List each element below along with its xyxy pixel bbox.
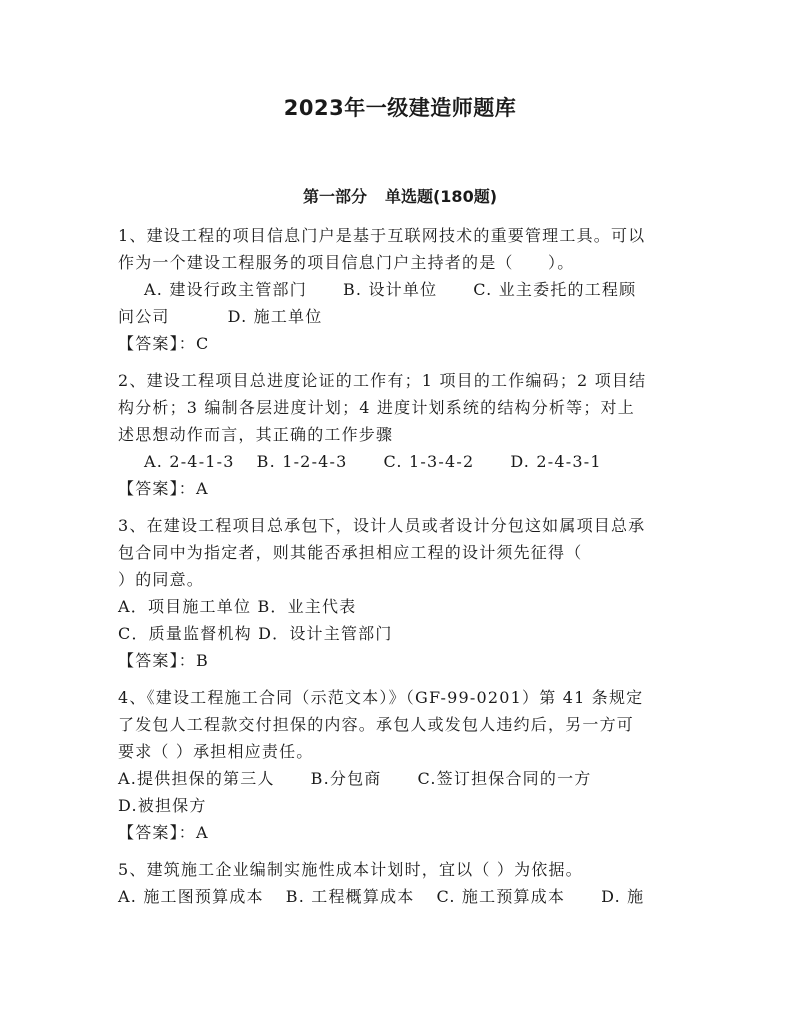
option-c: C. 1-3-4-2 (383, 452, 475, 471)
option-row (118, 765, 688, 792)
option-c-continued: 问公司 (118, 307, 170, 326)
option-row (118, 303, 688, 330)
option-row: C．质量监督机构 D．设计主管部门 (118, 624, 393, 643)
question-stem-line: 构分析；3 编制各层进度计划；4 进度计划系统的结构分析等；对上 (118, 398, 635, 417)
option-d: D. 施工单位 (227, 307, 323, 326)
option-b: B. 设计单位 (342, 280, 438, 299)
question-1 (118, 222, 688, 357)
question-stem-line: ）的同意。 (118, 570, 205, 589)
question-stem-line: 4、《建设工程施工合同（示范文本）》（GF-99-0201）第 41 条规定 (118, 688, 644, 707)
answer-label: 【答案】：A (118, 823, 209, 842)
option-b: B. 工程概算成本 (285, 887, 415, 906)
option-c: C. 业主委托的工程顾 (473, 280, 637, 299)
question-stem-line: 1、建设工程的项目信息门户是基于互联网技术的重要管理工具。可以 (118, 226, 646, 245)
question-stem-line: 2、建设工程项目总进度论证的工作有；1 项目的工作编码；2 项目结 (118, 371, 647, 390)
option-a: A. 建设行政主管部门 (144, 280, 307, 299)
question-stem-line: 3、在建设工程项目总承包下，设计人员或者设计分包这如属项目总承 (118, 516, 646, 535)
option-d: D. 2-4-3-1 (510, 452, 602, 471)
option-a: A.提供担保的第三人 (118, 769, 275, 788)
section-title (0, 184, 800, 207)
question-3 (118, 512, 688, 674)
answer-label: 【答案】：C (118, 334, 210, 353)
option-row: D.被担保方 (118, 796, 207, 815)
option-b: B.分包商 (310, 769, 382, 788)
question-stem-line: 要求（ ）承担相应责任。 (118, 742, 314, 761)
option-a: A. 施工图预算成本 (118, 887, 264, 906)
option-row (118, 883, 688, 910)
question-4 (118, 684, 688, 846)
option-d: D. 施 (601, 887, 645, 906)
option-row: A．项目施工单位 B．业主代表 (118, 597, 357, 616)
answer-label: 【答案】：B (118, 651, 209, 670)
question-stem-line: 作为一个建设工程服务的项目信息门户主持者的是（ ）。 (118, 253, 575, 272)
document-title: 2023年一级建造师题库 (283, 96, 517, 120)
option-c: C.签订担保合同的一方 (417, 769, 592, 788)
option-a: A. 2-4-1-3 (144, 452, 235, 471)
option-b: B. 1-2-4-3 (256, 452, 348, 471)
question-stem-line: 5、建筑施工企业编制实施性成本计划时，宜以（ ）为依据。 (118, 860, 583, 879)
question-stem-line: 了发包人工程款交付担保的内容。承包人或发包人违约后，另一方可 (118, 715, 635, 734)
option-row (118, 448, 688, 475)
section-part: 第一部分 (302, 187, 367, 206)
question-list (118, 222, 688, 920)
question-5 (118, 856, 688, 910)
question-2 (118, 367, 688, 502)
question-stem-line: 包合同中为指定者，则其能否承担相应工程的设计须先征得（ (118, 543, 583, 562)
option-row (118, 276, 688, 303)
section-name: 单选题(180题) (384, 187, 498, 206)
option-c: C. 施工预算成本 (436, 887, 566, 906)
question-stem-line: 述思想动作而言，其正确的工作步骤 (118, 425, 394, 444)
answer-label: 【答案】：A (118, 479, 209, 498)
